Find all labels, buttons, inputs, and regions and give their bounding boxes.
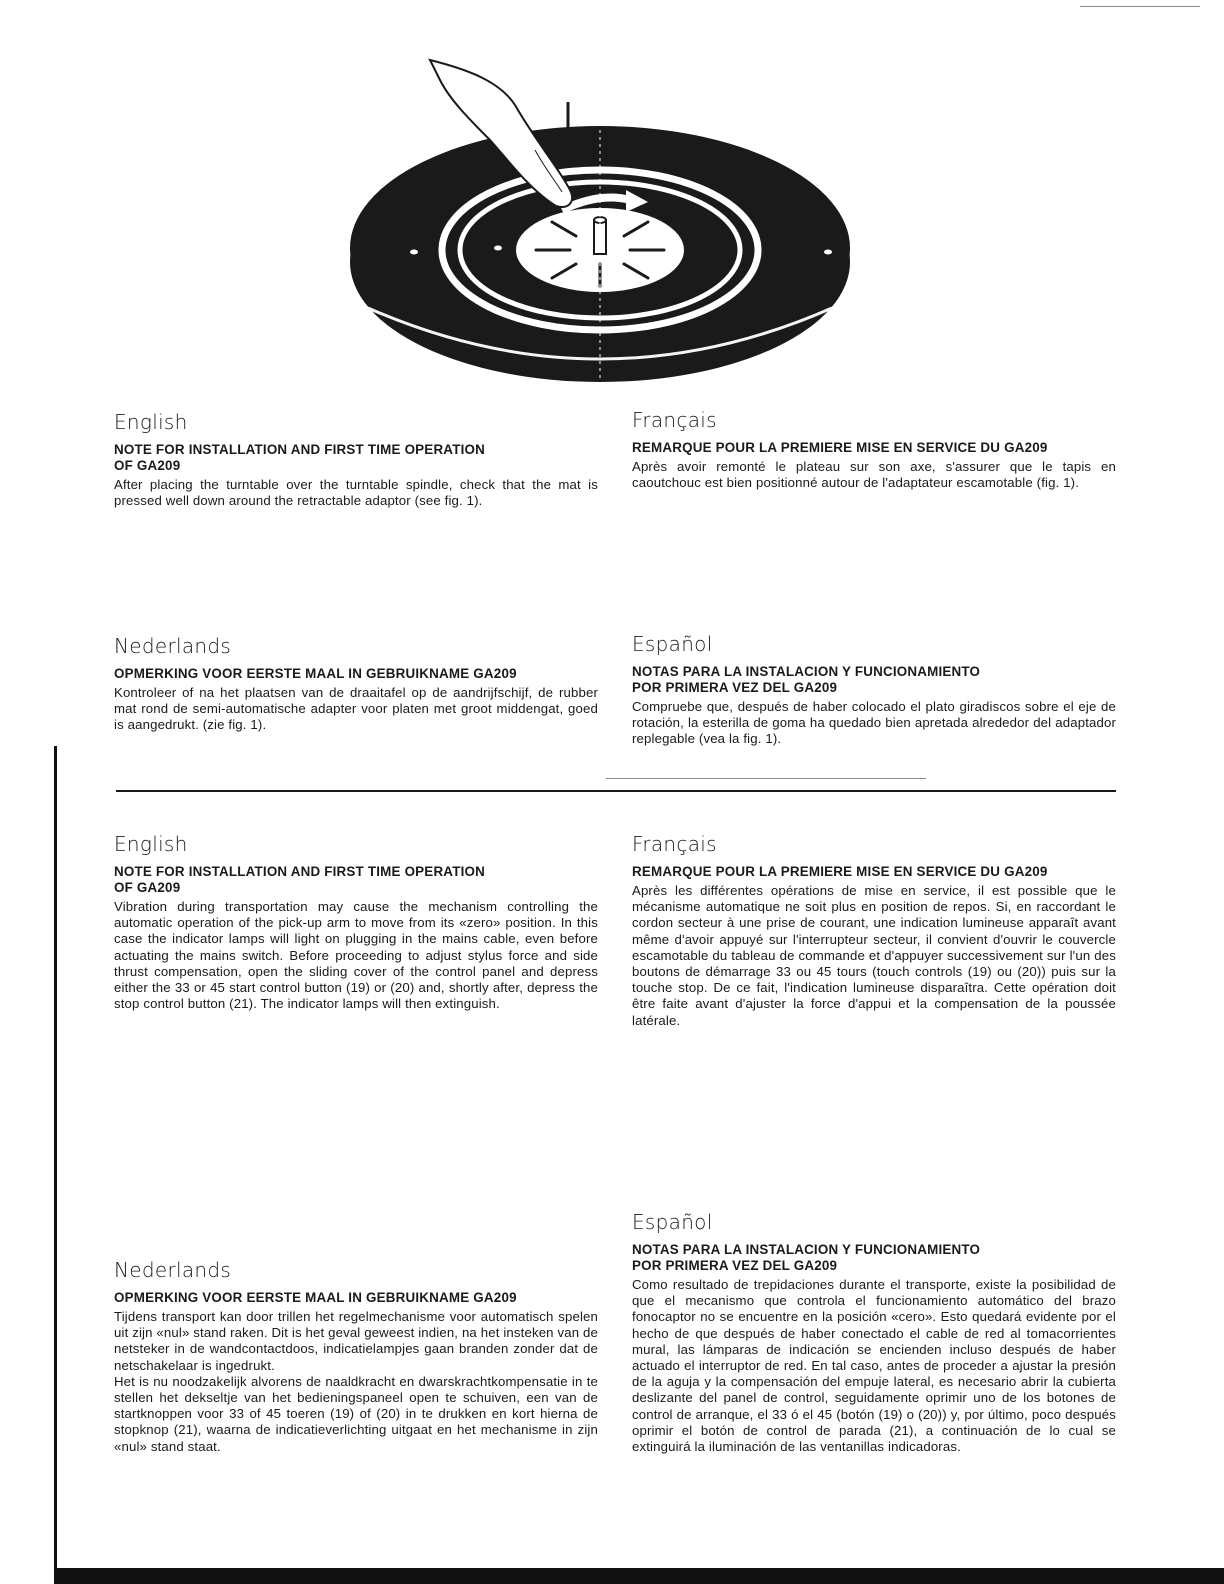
section-heading: NOTAS PARA LA INSTALACION Y FUNCIONAMIENTO POR PRIMERA VEZ DEL GA209: [632, 664, 981, 695]
scan-edge-bottom: [54, 1568, 1224, 1584]
section-body: Après les différentes opérations de mise en service, il est possible que le mécanisme automatique ne soit plus en position de repos. Si, en raccordant le cordon secteur à une prise de courant, une indication lumineuse apparaît avant même d'avoir appuyé sur l'interrupteur secteur, il convient d'ouvrir le couvercle escamotable du tableau de commande et d'appuyer successivement sur l'un des boutons de démarrage 33 ou 45 tours (touch controls (19) ou (20)) puis sur la touche stop. De ce fait, l'indication lumineuse disparaîtra. Cette opération doit être faite avant d'ajuster la force d'appui et la compensation de la poussée latérale.: [632, 883, 1116, 1028]
section-heading: NOTE FOR INSTALLATION AND FIRST TIME OPERATION OF GA209: [114, 864, 485, 895]
section-heading: OPMERKING VOOR EERSTE MAAL IN GEBRUIKNAME GA209: [114, 1290, 517, 1305]
section-body: After placing the turntable over the turntable spindle, check that the mat is pressed well down around the retractable adaptor (see fig. 1).: [114, 477, 598, 509]
section-heading: OPMERKING VOOR EERSTE MAAL IN GEBRUIKNAME GA209: [114, 666, 517, 681]
language-title: Nederlands: [114, 1258, 232, 1282]
language-title: English: [114, 410, 188, 434]
top-nederlands-section: [114, 634, 598, 734]
faint-divider-mark: [606, 778, 926, 779]
top-english-section: [114, 410, 598, 509]
bottom-english-section: [114, 832, 598, 1012]
bottom-espanol-section: [632, 1210, 1116, 1455]
section-body: Après avoir remonté le plateau sur son axe, s'assurer que le tapis en caoutchouc est bien positionné autour de l'adaptateur escamotable (fig. 1).: [632, 459, 1116, 491]
language-title: Nederlands: [114, 634, 232, 658]
scan-edge-left: [54, 746, 57, 1584]
bottom-francais-section: [632, 832, 1116, 1029]
turntable-mat-adaptor-figure: [330, 50, 870, 410]
language-title: English: [114, 832, 188, 856]
language-title: Français: [632, 408, 717, 432]
section-heading: REMARQUE POUR LA PREMIERE MISE EN SERVICE DU GA209: [632, 864, 1048, 879]
section-divider: [116, 790, 1116, 792]
bottom-nederlands-section: [114, 1258, 598, 1455]
section-body: Tijdens transport kan door trillen het regelmechanisme voor automatisch spelen uit zijn «nul» stand raken. Dit is het geval geweest indien, na het insteken van de netsteker in de wandcontactdoos, indicatielampjes gaan branden zonder dat de netschakelaar is ingedrukt. Het is nu noodzakelijk alvorens de naaldkracht en dwarskrachtkompensatie in te stellen het dekseltje van het bedieningspaneel open te schuiven, een van de startknoppen voor 33 of 45 toeren (19) of (20) in te drukken en kort hierna de stopknop (21), waarna de indicatieverlichting uitgaat en het mechanisme in zijn «nul» stand staat.: [114, 1309, 598, 1454]
section-heading: REMARQUE POUR LA PREMIERE MISE EN SERVICE DU GA209: [632, 440, 1048, 455]
top-francais-section: [632, 408, 1116, 491]
section-body: Compruebe que, después de haber colocado el plato giradiscos sobre el eje de rotación, la esterilla de goma ha quedado bien apretada alrededor del adaptador replegable (vea la fig. 1).: [632, 699, 1116, 747]
turntable-platter-illustration: [350, 126, 850, 382]
language-title: Español: [632, 1210, 713, 1234]
top-espanol-section: [632, 632, 1116, 748]
section-heading: NOTAS PARA LA INSTALACION Y FUNCIONAMIENTO POR PRIMERA VEZ DEL GA209: [632, 1242, 981, 1273]
section-body: Vibration during transportation may cause the mechanism controlling the automatic operation of the pick-up arm to move from its «zero» position. In this case the indicator lamps will light on plugging in the mains cable, even before actuating the mains switch. Before proceeding to adjust stylus force and side thrust compensation, open the sliding cover of the control panel and depress either the 33 or 45 start control button (19) or (20) and, shortly after, depress the stop control button (21). The indicator lamps will then extinguish.: [114, 899, 598, 1012]
language-title: Español: [632, 632, 713, 656]
language-title: Français: [632, 832, 717, 856]
section-body: Como resultado de trepidaciones durante el transporte, existe la posibilidad de que el mecanismo que controla el funcionamiento automático del brazo fonocaptor no se encuentre en la posición «cero». Esto quedará evidente por el hecho de que después de haber conectado el cable de red al tomacorrientes mural, las lámparas de indicación se encienden incluso después de haber actuado el interruptor de red. En tal caso, antes de proceder a ajustar la presión de la aguja y la compensación del empuje lateral, es necesario abrir la cubierta deslizante del panel de control, seguidamente oprimir uno de los botones de control de arranque, el 33 ó el 45 (botón (19) o (20)) y, por último, poco después oprimir el botón de control de parada (21), a continuación de lo cual se extinguirá la iluminación de las ventanillas indicadoras.: [632, 1277, 1116, 1455]
section-heading: NOTE FOR INSTALLATION AND FIRST TIME OPERATION OF GA209: [114, 442, 485, 473]
section-body: Kontroleer of na het plaatsen van de draaitafel op de aandrijfschijf, de rubber mat rond de semi-automatische adapter voor platen met groot middengat, goed is aangedrukt. (zie fig. 1).: [114, 685, 598, 733]
scan-speck: [1080, 6, 1200, 7]
